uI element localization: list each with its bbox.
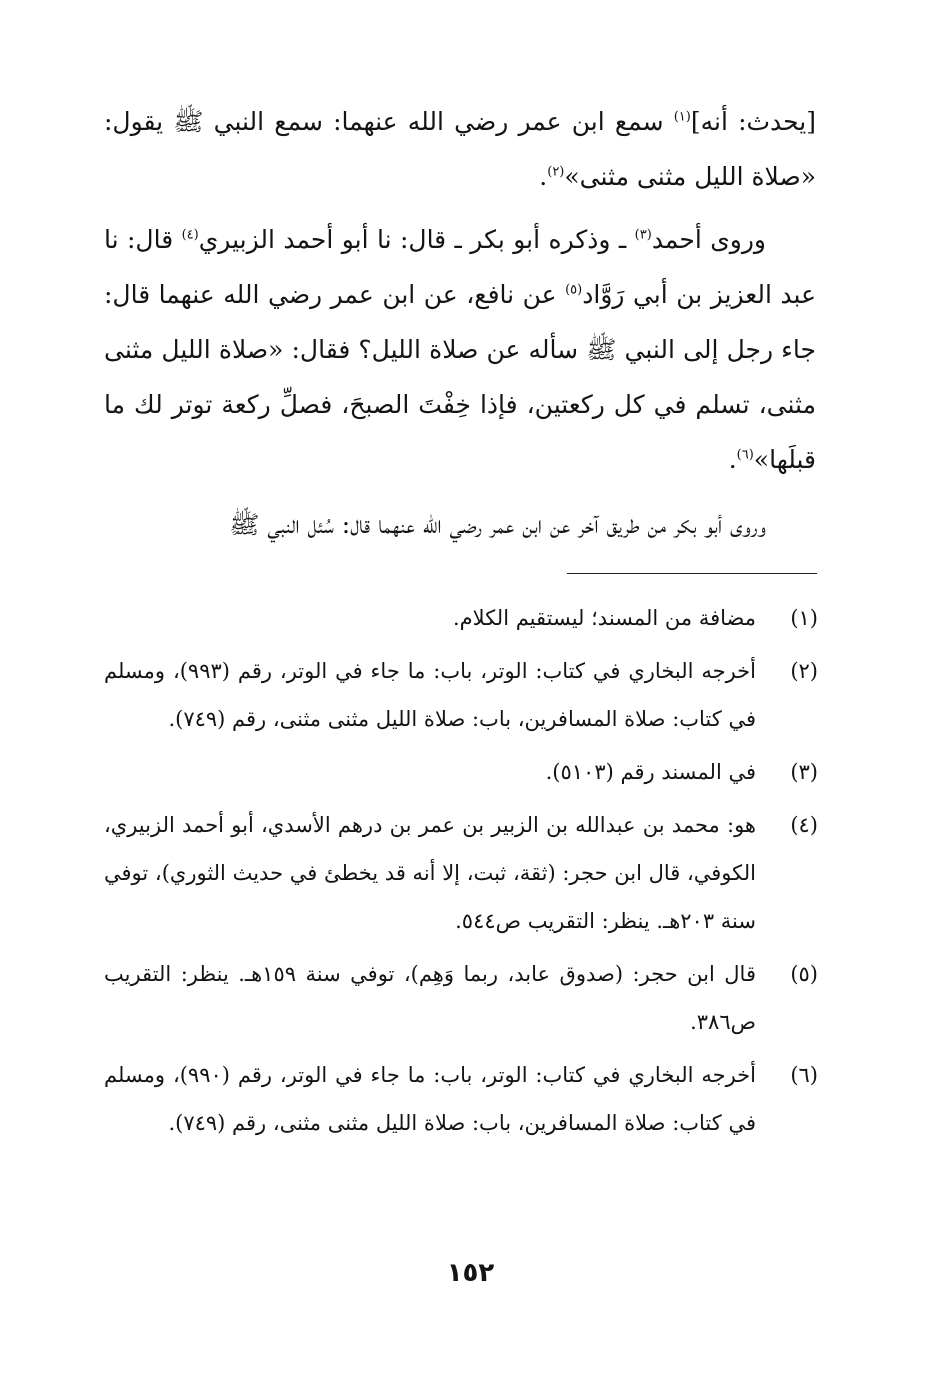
footnote-6 (104, 1051, 818, 1147)
footnote-text: أخرجه البخاري في كتاب: الوتر، باب: ما جاء في الوتر، رقم (٩٩٣)، ومسلم في كتاب: صلاة المسافرين، باب: صلاة الليل مثنى مثنى، رقم (٧٤٩). (104, 659, 756, 731)
text-span: ـ وذكره أبو بكر ـ قال: نا أبو أحمد الزبيري (198, 225, 635, 254)
footnote-ref-3[interactable]: (٣) (634, 227, 652, 243)
footnote-3 (104, 748, 818, 796)
footnote-number: (٣) (790, 760, 818, 784)
footnote-2 (104, 647, 818, 743)
footnote-number: (٥) (790, 962, 818, 986)
main-text (104, 94, 816, 552)
footnote-text: في المسند رقم (٥١٠٣). (545, 760, 756, 784)
footnote-1 (104, 594, 818, 642)
footnote-number: (٤) (790, 813, 818, 837)
text-span: وروى أبو بكر من طريق آخر عن ابن عمر رضي الله عنهما قال: سُئل النبي ﷺ (229, 510, 766, 539)
footnote-5 (104, 950, 818, 1046)
paragraph-1 (104, 94, 816, 204)
text-span: قال: نا عبد العزيز بن أبي رَوَّاد (104, 225, 816, 309)
text-span: وروى أحمد (651, 225, 766, 254)
footnote-separator (567, 573, 817, 574)
page-number: ١٥٢ (446, 1258, 495, 1288)
paragraph-2 (104, 212, 816, 487)
footnote-ref-1[interactable]: (١) (673, 109, 691, 125)
footnote-number: (٦) (790, 1063, 818, 1087)
footnote-4 (104, 801, 818, 945)
footnote-number: (٢) (790, 659, 818, 683)
footnote-text: هو: محمد بن عبدالله بن الزبير بن عمر بن درهم الأسدي، أبو أحمد الزبيري، الكوفي، قال ابن حجر: (ثقة، ثبت، إلا أنه قد يخطئ في حديث الثوري)، توفي سنة ٢٠٣هـ. ينظر: التقريب ص٥٤٤. (104, 813, 756, 933)
paragraph-3 (104, 497, 816, 552)
text-span: . (728, 445, 737, 474)
footnote-ref-6[interactable]: (٦) (736, 447, 754, 463)
text-span: . (539, 162, 548, 191)
footnote-number: (١) (790, 606, 818, 630)
footnote-text: أخرجه البخاري في كتاب: الوتر، باب: ما جاء في الوتر، رقم (٩٩٠)، ومسلم في كتاب: صلاة المسافرين، باب: صلاة الليل مثنى مثنى، رقم (٧٤٩). (104, 1063, 756, 1135)
footnote-text: قال ابن حجر: (صدوق عابد، ربما وَهِم)، توفي سنة ١٥٩هـ. ينظر: التقريب ص٣٨٦. (104, 962, 756, 1034)
footnote-ref-5[interactable]: (٥) (565, 282, 583, 298)
footnote-ref-4[interactable]: (٤) (181, 227, 199, 243)
footnotes-section (104, 594, 818, 1152)
text-span: عن نافع، عن ابن عمر رضي الله عنهما قال: جاء رجل إلى النبي ﷺ سأله عن صلاة الليل؟ فقال: «صلاة الليل مثنى مثنى، تسلم في كل ركعتين، فإذا خِفْتَ الصبحَ، فصلِّ ركعة توتر لك ما قبلَها» (104, 280, 816, 474)
footnote-text: مضافة من المسند؛ ليستقيم الكلام. (452, 606, 756, 630)
text-span: سمع ابن عمر رضي الله عنهما: سمع النبي ﷺ يقول: «صلاة الليل مثنى مثنى» (104, 107, 816, 191)
footnote-ref-2[interactable]: (٢) (547, 164, 565, 180)
text-span: [يحدث: أنه] (690, 107, 817, 136)
